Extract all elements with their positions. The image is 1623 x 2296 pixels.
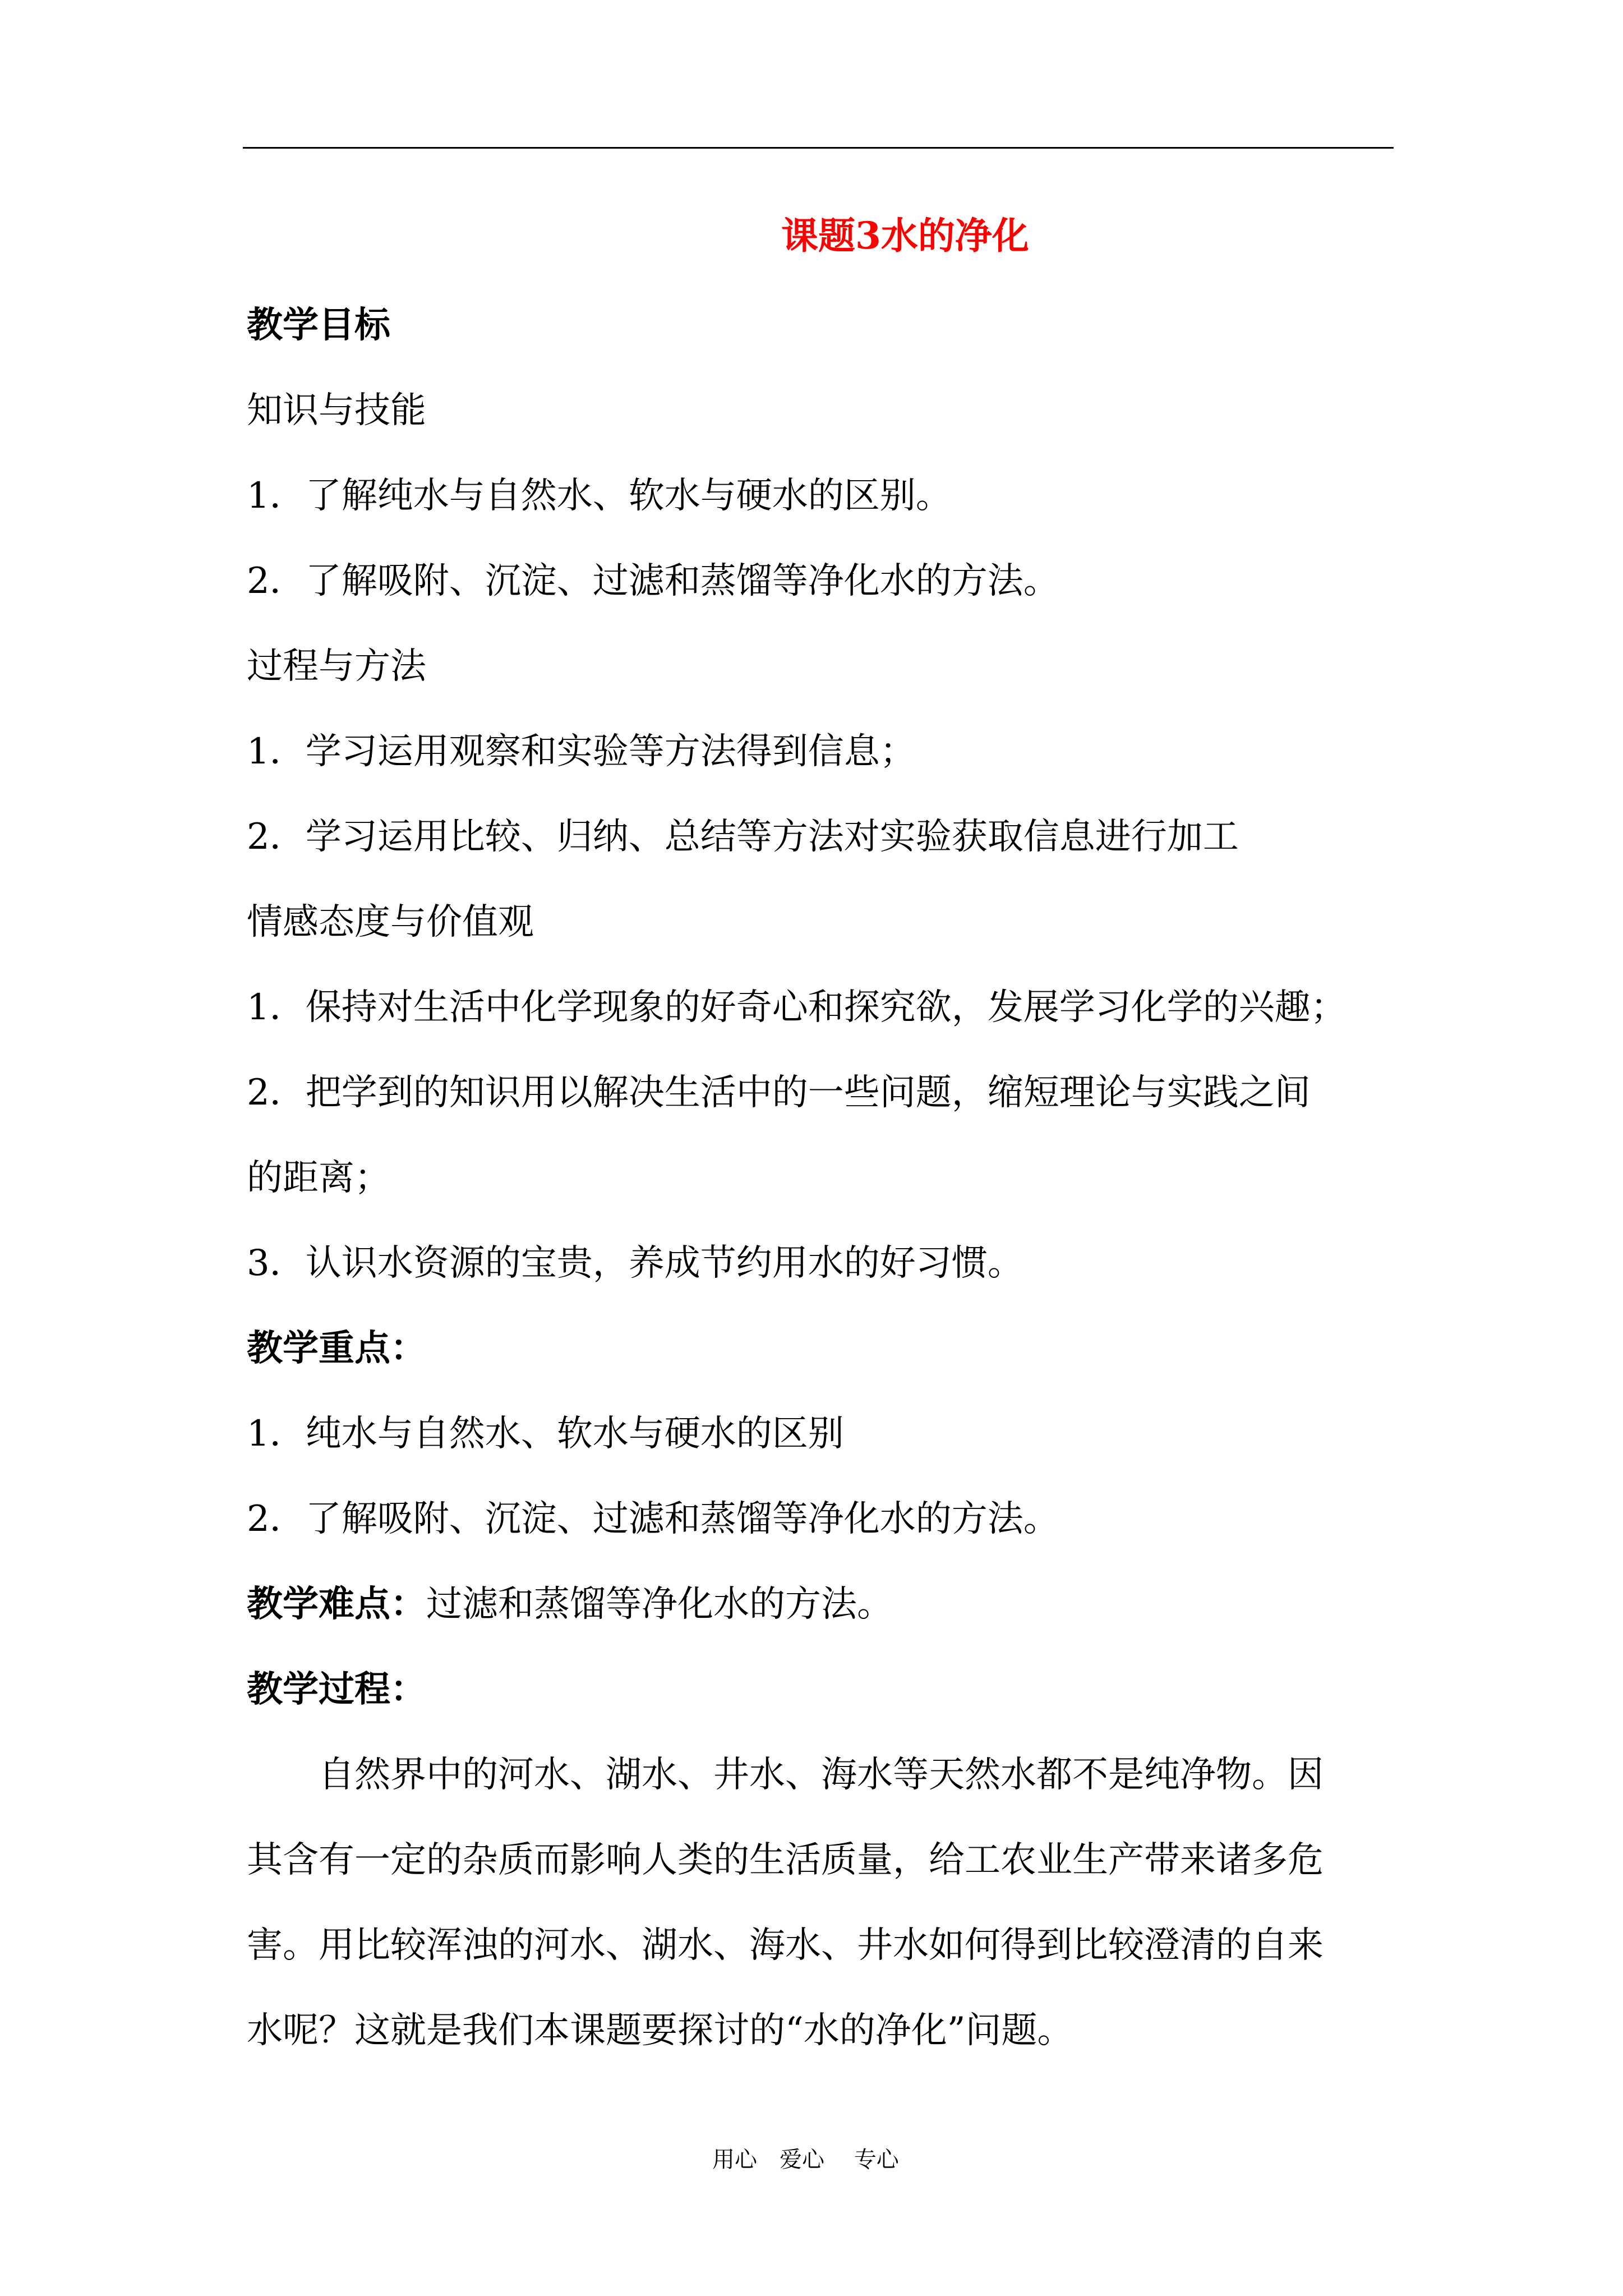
goal-item: 1．保持对生活中化学现象的好奇心和探究欲，发展学习化学的兴趣；: [247, 987, 1347, 1028]
subheading-knowledge-skills: 知识与技能: [247, 390, 426, 431]
goal-item: 1．学习运用观察和实验等方法得到信息；: [247, 731, 916, 772]
goal-item: 2．学习运用比较、归纳、总结等方法对实验获取信息进行加工: [247, 816, 1239, 858]
goal-item: 2．把学到的知识用以解决生活中的一些问题，缩短理论与实践之间: [247, 1072, 1311, 1114]
header-rule: [243, 147, 1394, 149]
heading-teaching-goals: 教学目标: [247, 304, 390, 346]
difficulty-line: [247, 1582, 893, 1627]
page-footer: 用心 爱心 专心: [712, 2147, 899, 2173]
goal-item: 1．了解纯水与自然水、软水与硬水的区别。: [247, 475, 952, 517]
goal-item: 2．了解吸附、沉淀、过滤和蒸馏等净化水的方法。: [247, 560, 1059, 602]
subheading-attitude-values: 情感态度与价值观: [247, 901, 534, 943]
difficulty-label: 教学难点：: [247, 1583, 426, 1625]
heading-key-points: 教学重点：: [247, 1327, 426, 1369]
key-point-item: 2．了解吸附、沉淀、过滤和蒸馏等净化水的方法。: [247, 1498, 1059, 1540]
heading-teaching-process: 教学过程：: [247, 1668, 426, 1710]
paragraph-line: 水呢？这就是我们本课题要探讨的“水的净化”问题。: [247, 2010, 1073, 2051]
page-title: 课题3水的净化: [781, 214, 1029, 257]
paragraph-line: 其含有一定的杂质而影响人类的生活质量，给工农业生产带来诸多危: [247, 1839, 1324, 1881]
difficulty-text: 过滤和蒸馏等净化水的方法。: [426, 1584, 893, 1625]
paragraph-line: 害。用比较浑浊的河水、湖水、海水、井水如何得到比较澄清的自来: [247, 1925, 1324, 1966]
key-point-item: 1．纯水与自然水、软水与硬水的区别: [247, 1413, 844, 1455]
goal-item: 3．认识水资源的宝贵，养成节约用水的好习惯。: [247, 1243, 1023, 1284]
subheading-process-method: 过程与方法: [247, 646, 426, 687]
paragraph-line: 自然界中的河水、湖水、井水、海水等天然水都不是纯净物。因: [319, 1754, 1324, 1796]
goal-item-continued: 的距离；: [247, 1157, 390, 1199]
